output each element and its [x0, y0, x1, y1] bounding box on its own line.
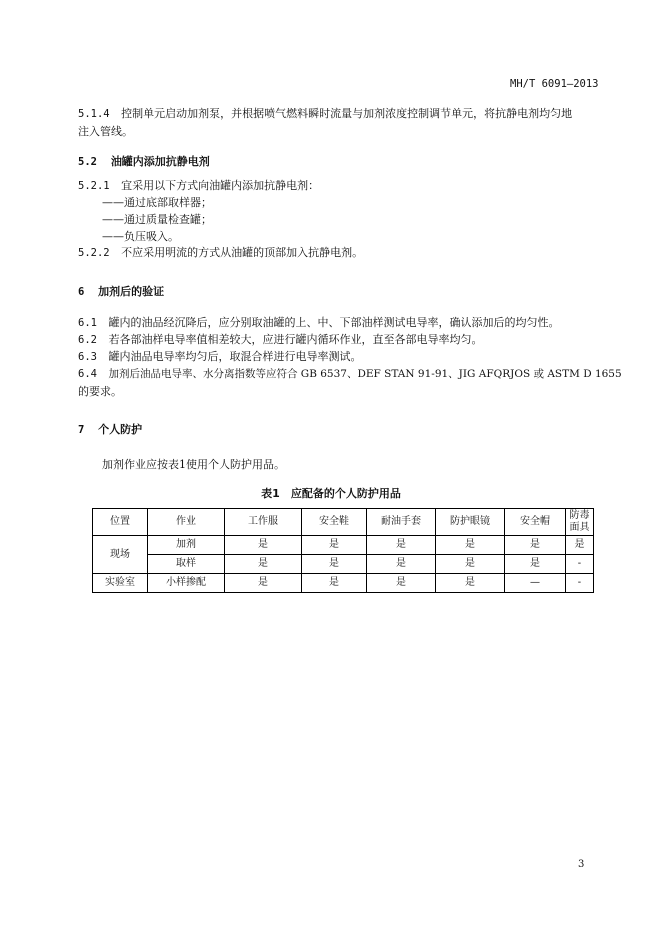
- section-6-heading: [78, 283, 164, 299]
- table-header-cell: 安全鞋: [302, 509, 367, 536]
- clause-number: 6.4: [78, 368, 97, 380]
- table-row: [93, 536, 594, 555]
- table-cell-operation: 取样: [148, 555, 225, 574]
- table-cell: -: [566, 555, 594, 574]
- table-cell: 是: [367, 574, 436, 593]
- table-cell: 是: [302, 555, 367, 574]
- clause-5-1-4-cont: 注入管线。: [78, 125, 133, 138]
- table-cell: —: [505, 574, 566, 593]
- table-row: [93, 555, 594, 574]
- page-number: 3: [578, 859, 585, 870]
- table-cell-location: 现场: [93, 536, 148, 574]
- section-number: 6: [78, 286, 85, 298]
- clause-6-1: [78, 316, 559, 330]
- section-7-heading: [78, 421, 142, 437]
- table-header-cell: 作业: [148, 509, 225, 536]
- table-header-cell: 安全帽: [505, 509, 566, 536]
- header-standard-code: MH/T 6091—2013: [510, 78, 599, 90]
- table-cell: 是: [302, 574, 367, 593]
- table-cell: 是: [436, 536, 505, 555]
- table-header-cell: 工作服: [225, 509, 302, 536]
- section-5-2-heading: [78, 153, 210, 169]
- clause-text: 加剂后油品电导率、水分离指数等应符合 GB 6537、DEF STAN 91-91、JIG AFQRJOS 或 ASTM D 1655: [108, 368, 622, 380]
- section-number: 5.2: [78, 156, 97, 168]
- protective-equipment-table: [92, 508, 594, 593]
- clause-text: 罐内油品电导率均匀后，取混合样进行电导率测试。: [108, 350, 362, 363]
- clause-5-1-4: [78, 107, 572, 121]
- table-header-cell: 耐油手套: [367, 509, 436, 536]
- clause-6-3: [78, 350, 361, 364]
- table-cell-location: 实验室: [93, 574, 148, 593]
- section-title: 个人防护: [98, 423, 143, 436]
- clause-number: 5.2.2: [78, 247, 110, 259]
- clause-number: 5.2.1: [78, 180, 110, 192]
- clause-number: 6.3: [78, 351, 97, 363]
- table-row: [93, 574, 594, 593]
- clause-6-4: [78, 367, 622, 381]
- table-caption: 表1 应配备的个人防护用品: [261, 487, 401, 500]
- clause-number: 5.1.4: [78, 108, 110, 120]
- clause-number: 6.2: [78, 334, 97, 346]
- table-cell: -: [566, 574, 594, 593]
- section-title: 油罐内添加抗静电剂: [110, 155, 210, 168]
- section-7-paragraph: 加剂作业应按表1使用个人防护用品。: [102, 458, 285, 471]
- table-cell: 是: [302, 536, 367, 555]
- clause-number: 6.1: [78, 317, 97, 329]
- table-header-cell: 防护眼镜: [436, 509, 505, 536]
- table-cell: 是: [436, 555, 505, 574]
- table-cell-operation: 小样掺配: [148, 574, 225, 593]
- table-cell: 是: [367, 536, 436, 555]
- clause-text: 不应采用明流的方式从油罐的顶部加入抗静电剂。: [121, 246, 364, 259]
- section-number: 7: [78, 424, 85, 436]
- list-item: ——负压吸入。: [102, 230, 179, 243]
- clause-5-2-2: [78, 246, 363, 260]
- table-cell: 是: [225, 555, 302, 574]
- table-cell: 是: [505, 536, 566, 555]
- table-cell: 是: [225, 574, 302, 593]
- clause-text: 若各部油样电导率值相差较大，应进行罐内循环作业，直至各部电导率均匀。: [108, 333, 483, 346]
- table-cell-operation: 加剂: [148, 536, 225, 555]
- clause-6-2: [78, 333, 482, 347]
- list-item: ——通过底部取样器；: [102, 196, 212, 209]
- clause-text: 宜采用以下方式向油罐内添加抗静电剂：: [121, 179, 320, 192]
- list-item: ——通过质量检查罐；: [102, 213, 212, 226]
- table-cell: 是: [225, 536, 302, 555]
- table-cell: 是: [505, 555, 566, 574]
- table-cell: 是: [367, 555, 436, 574]
- clause-6-4-cont: 的要求。: [78, 385, 122, 398]
- clause-text: 罐内的油品经沉降后，应分别取油罐的上、中、下部油样测试电导率，确认添加后的均匀性。: [108, 316, 560, 329]
- table-header-cell: 位置: [93, 509, 148, 536]
- clause-5-2-1: [78, 179, 319, 193]
- table-cell: 是: [436, 574, 505, 593]
- table-header-row: [93, 509, 594, 536]
- section-title: 加剂后的验证: [98, 285, 165, 298]
- clause-text: 控制单元启动加剂泵，并根据喷气燃料瞬时流量与加剂浓度控制调节单元，将抗静电剂均匀地: [121, 107, 573, 120]
- table-header-cell: 防毒面具: [566, 509, 594, 536]
- table-cell: 是: [566, 536, 594, 555]
